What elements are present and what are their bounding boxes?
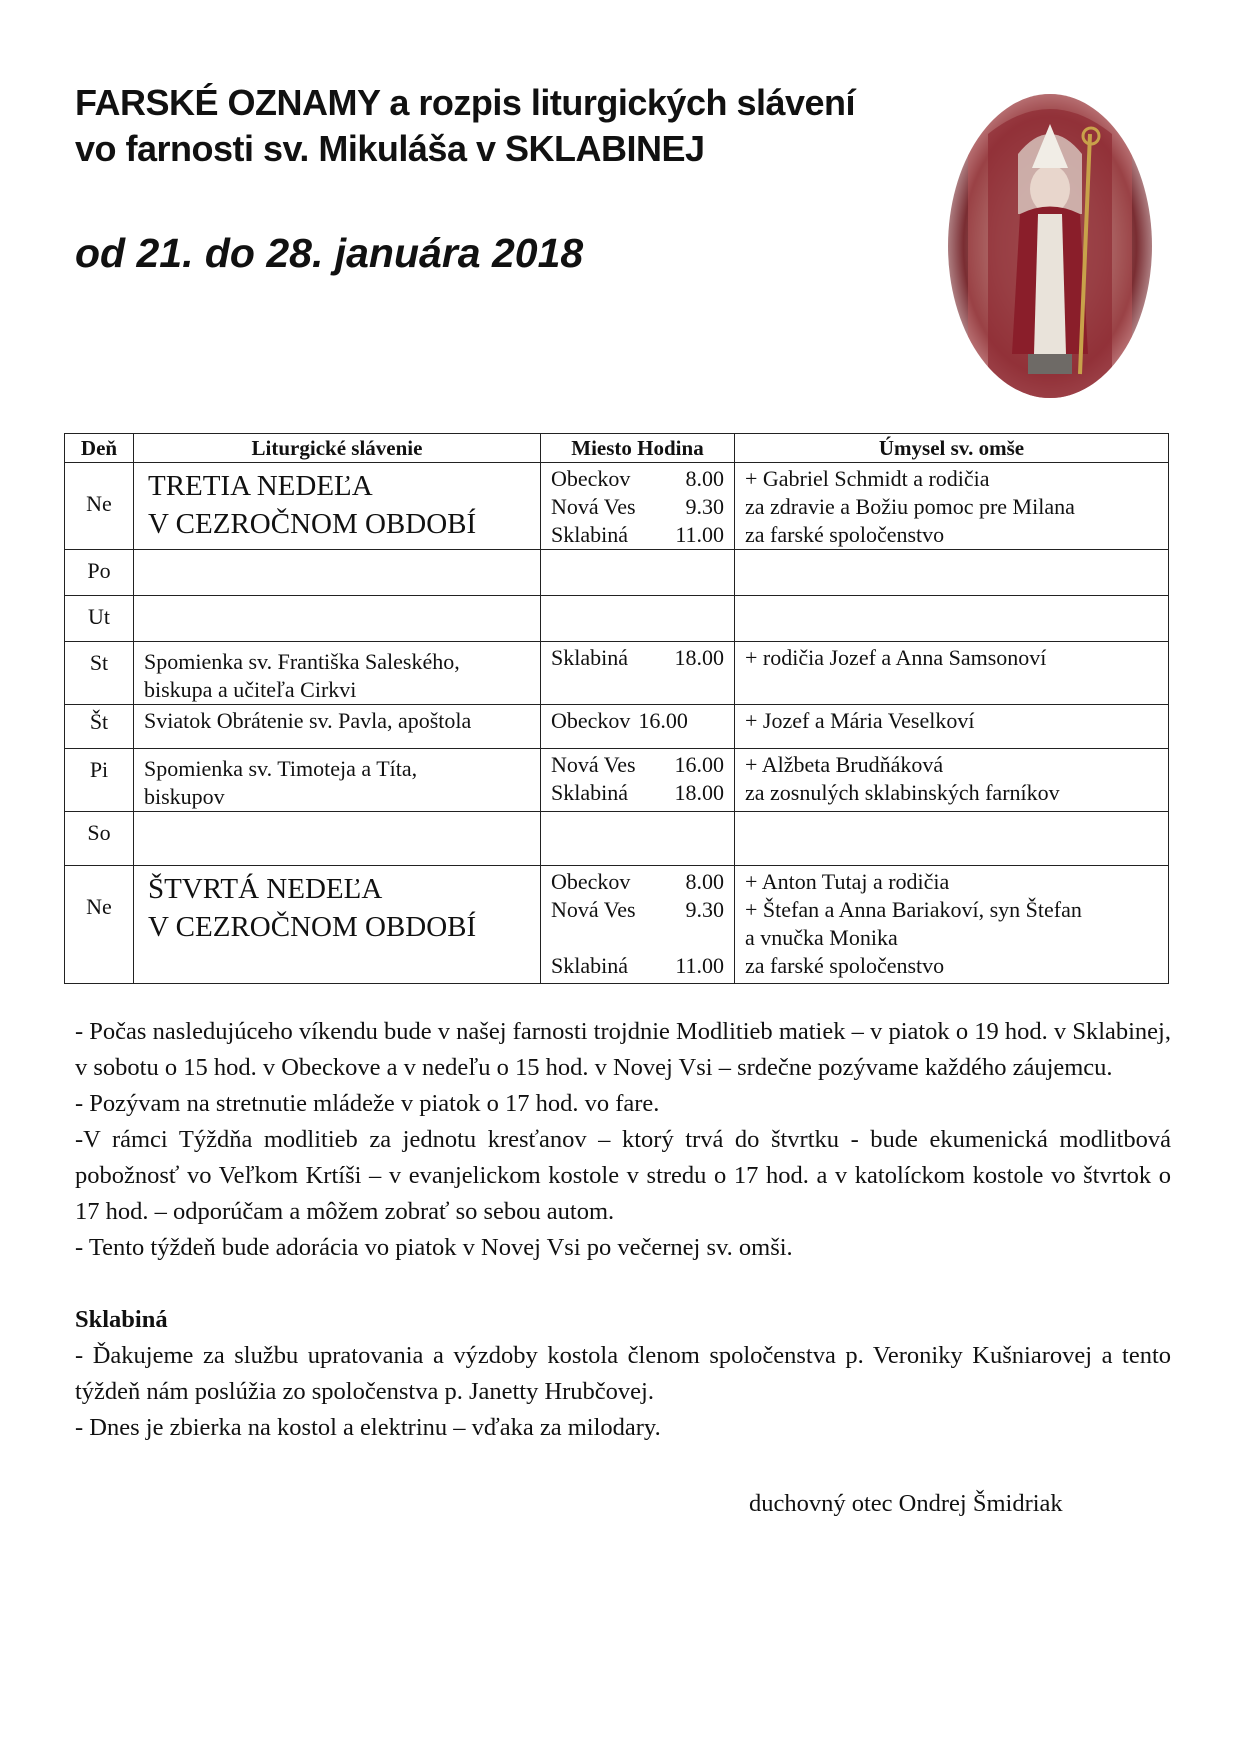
header-place-time: Miesto Hodina [541, 434, 735, 463]
table-row [65, 550, 1169, 596]
title-line-2: vo farnosti sv. Mikuláša v SKLABINEJ [75, 128, 705, 169]
intention-line: + Štefan a Anna Bariakoví, syn Štefan [745, 897, 1082, 922]
intention-cell [735, 749, 1169, 812]
liturgy-line: TRETIA NEDEĽA [148, 470, 373, 502]
liturgy-line: biskupa a učiteľa Cirkvi [144, 677, 357, 702]
intention-line: a vnučka Monika [745, 925, 898, 950]
signature: duchovný otec Ondrej Šmidriak [749, 1490, 1063, 1517]
intention-line: za zdravie a Božiu pomoc pre Milana [745, 494, 1075, 519]
place-time-entry: Nová Ves 9.30 [551, 494, 724, 519]
place-time-entry: Obeckov 8.00 [551, 869, 724, 894]
day-cell: Ne [65, 866, 134, 984]
header-liturgy: Liturgické slávenie [134, 434, 541, 463]
place-time-entry: Nová Ves 9.30 [551, 897, 724, 922]
sklabina-notice: - Dnes je zbierka na kostol a elektrinu – vďaka za milodary. [75, 1414, 661, 1441]
place-time-cell [541, 749, 735, 812]
liturgy-cell [134, 705, 541, 749]
intention-line: + Alžbeta Brudňáková [745, 752, 944, 777]
sklabina-notice: - Ďakujeme za službu upratovania a výzdoby kostola členom spoločenstva p. Veroniky Kušniarovej a tento týždeň nám poslúžia zo spoločenstva p. Janetty Hrubčovej. [75, 1342, 1171, 1405]
day-cell: Ne [65, 463, 134, 550]
intention-line: + Anton Tutaj a rodičia [745, 869, 950, 894]
liturgy-line: V CEZROČNOM OBDOBÍ [148, 911, 477, 943]
liturgy-line: Spomienka sv. Františka Saleského, [144, 649, 460, 674]
intention-line: + Gabriel Schmidt a rodičia [745, 466, 990, 491]
intention-cell [735, 463, 1169, 550]
table-row [65, 705, 1169, 749]
place-time-entry: Obeckov 8.00 [551, 466, 724, 491]
place-time-cell [541, 866, 735, 984]
header-day: Deň [65, 434, 134, 463]
day-cell: Ut [65, 596, 134, 642]
notice-paragraph: - Počas nasledujúceho víkendu bude v našej farnosti trojdnie Modlitieb matiek – v piatok o 19 hod. v Sklabinej, v sobotu o 15 hod. v Obeckove a v nedeľu o 15 hod. v Novej Vsi – srdečne pozývame každého záujemcu. [75, 1018, 1171, 1081]
place-time-entry: Obeckov 16.00 [551, 708, 688, 733]
liturgy-line: biskupov [144, 784, 225, 809]
intention-line: za zosnulých sklabinských farníkov [745, 780, 1060, 805]
notices-section [75, 1014, 1171, 1446]
notice-paragraph: - Tento týždeň bude adorácia vo piatok v Novej Vsi po večernej sv. omši. [75, 1234, 793, 1261]
day-cell: Po [65, 550, 134, 596]
day-cell: St [65, 642, 134, 705]
intention-line: + rodičia Jozef a Anna Samsonoví [745, 645, 1047, 670]
table-row [65, 596, 1169, 642]
intention-cell [735, 866, 1169, 984]
intention-cell [735, 705, 1169, 749]
place-time-entry: Sklabiná 18.00 [551, 780, 724, 805]
day-cell: So [65, 812, 134, 866]
sklabina-heading: Sklabiná [75, 1306, 168, 1333]
date-range: od 21. do 28. januára 2018 [75, 230, 584, 276]
table-row [65, 812, 1169, 866]
intention-line: za farské spoločenstvo [745, 953, 945, 978]
table-row [65, 749, 1169, 812]
document-title [75, 80, 855, 172]
place-time-cell [541, 463, 735, 550]
intention-cell [735, 642, 1169, 705]
liturgy-cell [134, 463, 541, 550]
place-time-cell [541, 705, 735, 749]
saint-nicholas-photo [948, 94, 1152, 398]
place-time-entry: Sklabiná 18.00 [551, 645, 724, 670]
place-time-entry: Sklabiná 11.00 [551, 953, 724, 978]
liturgy-line: ŠTVRTÁ NEDEĽA [148, 873, 383, 905]
place-time-entry: Nová Ves 16.00 [551, 752, 724, 777]
liturgy-line: Spomienka sv. Timoteja a Títa, [144, 756, 418, 781]
day-cell: Št [65, 705, 134, 749]
header-intention: Úmysel sv. omše [735, 434, 1169, 463]
intention-line: + Jozef a Mária Veselkoví [745, 708, 975, 733]
table-row [65, 642, 1169, 705]
intention-line: za farské spoločenstvo [745, 522, 945, 547]
title-line-1: FARSKÉ OZNAMY a rozpis liturgických slávení [75, 82, 856, 123]
liturgy-schedule-table [64, 433, 1169, 984]
liturgy-cell [134, 866, 541, 984]
notice-paragraph: -V rámci Týždňa modlitieb za jednotu kresťanov – ktorý trvá do štvrtku - bude ekumenická modlitbová pobožnosť vo Veľkom Krtíši – v evanjelickom kostole v stredu o 17 hod. a v katolíckom kostole vo štvrtok o 17 hod. – odporúčam a môžem zobrať so sebou autom. [75, 1126, 1171, 1225]
liturgy-cell [134, 749, 541, 812]
place-time-entry: Sklabiná 11.00 [551, 522, 724, 547]
liturgy-cell [134, 642, 541, 705]
table-row [65, 866, 1169, 984]
table-header-row [65, 434, 1169, 463]
liturgy-line: V CEZROČNOM OBDOBÍ [148, 508, 477, 540]
table-row [65, 463, 1169, 550]
place-time-cell [541, 642, 735, 705]
liturgy-line: Sviatok Obrátenie sv. Pavla, apoštola [144, 708, 472, 733]
notice-paragraph: - Pozývam na stretnutie mládeže v piatok o 17 hod. vo fare. [75, 1090, 660, 1117]
day-cell: Pi [65, 749, 134, 812]
